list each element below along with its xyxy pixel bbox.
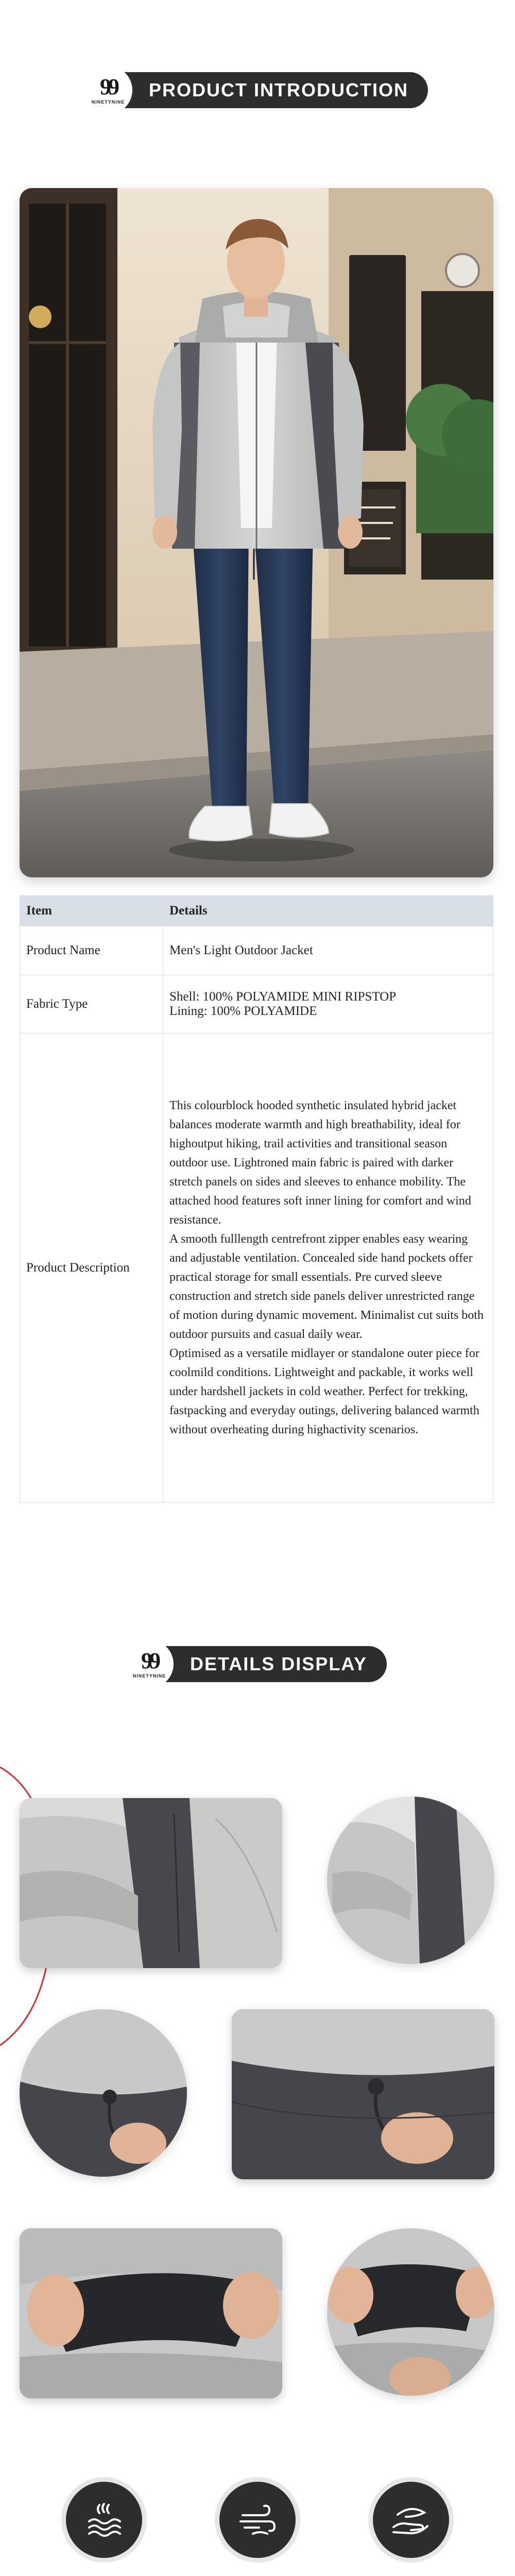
feature-windproof [206, 2482, 309, 2576]
product-name-label: Product Name [20, 926, 163, 975]
table-row [20, 1033, 493, 1503]
detail-photo-stretch-panel [20, 2228, 282, 2398]
fabric-type-value [163, 975, 493, 1033]
waves-icon [66, 2482, 142, 2558]
feather-hand-icon [373, 2482, 449, 2558]
product-introduction-header [0, 72, 515, 108]
description-paragraph: This colourblock hooded synthetic insulated hybrid jacket balances moderate warmth and high breathability, ideal for highoutput hiking, trail activities and transitional season outdoor use. Lightroned main fabric is paired with darker stretch panels on sides and sleeves to enhance mobility. The attached hood features soft inner lining for comfort and wind resistance. [169, 1099, 471, 1227]
table-row [20, 926, 493, 975]
hero-product-photo [20, 188, 493, 877]
detail-photo-drawcord [20, 2009, 187, 2177]
logo-word: NINETYNINE [91, 99, 125, 105]
product-name-value: Men's Light Outdoor Jacket [163, 926, 493, 975]
section-title: PRODUCT INTRODUCTION [149, 79, 408, 100]
detail-photo-sleeve [327, 1797, 494, 1964]
logo-mark: 99 [141, 1648, 158, 1673]
logo-word: NINETYNINE [132, 1673, 166, 1679]
detail-photo-stretch-closeup [327, 2228, 494, 2396]
header-item: Item [20, 896, 163, 926]
fabric-shell: Shell: 100% POLYAMIDE MINI RIPSTOP [169, 990, 397, 1004]
header-details: Details [163, 896, 493, 926]
table-row [20, 975, 493, 1033]
spec-table [20, 895, 493, 1503]
description-paragraph: A smooth fulllength centrefront zipper enables easy wearing and adjustable ventilation. Concealed side hand pockets offer practical storage for small essentials. Pre curved sleeve construction and stretch side panels deliver unrestricted range of motion during dynamic movement. Minimalist cut suits both outdoor pursuits and casual daily wear. [169, 1232, 484, 1341]
section-title-pill [128, 1646, 387, 1682]
feature-soft [359, 2482, 462, 2576]
details-display-header [0, 1646, 515, 1682]
detail-photo-pocket [20, 1798, 282, 1968]
fabric-lining: Lining: 100% POLYAMIDE [169, 1004, 317, 1018]
brand-logo [84, 66, 132, 114]
feature-breathable [53, 2482, 156, 2576]
section-title-pill [87, 72, 428, 108]
wind-icon [219, 2482, 296, 2558]
description-label: Product Description [20, 1033, 163, 1503]
section-title: DETAILS DISPLAY [190, 1653, 368, 1674]
fabric-type-label: Fabric Type [20, 975, 163, 1033]
logo-mark: 99 [100, 74, 116, 99]
detail-photo-hem-cord [232, 2009, 494, 2179]
table-header-row [20, 896, 493, 926]
description-value [163, 1033, 493, 1503]
description-paragraph: Optimised as a versatile midlayer or standalone outer piece for coolmild conditions. Lightweight and packable, it works well under hardshell jackets in cold weather. Perfect for trekking, fastpacking and everyday outings, delivering balanced warmth without overheating during highactivity scenarios. [169, 1347, 479, 1436]
brand-logo [125, 1640, 174, 1688]
